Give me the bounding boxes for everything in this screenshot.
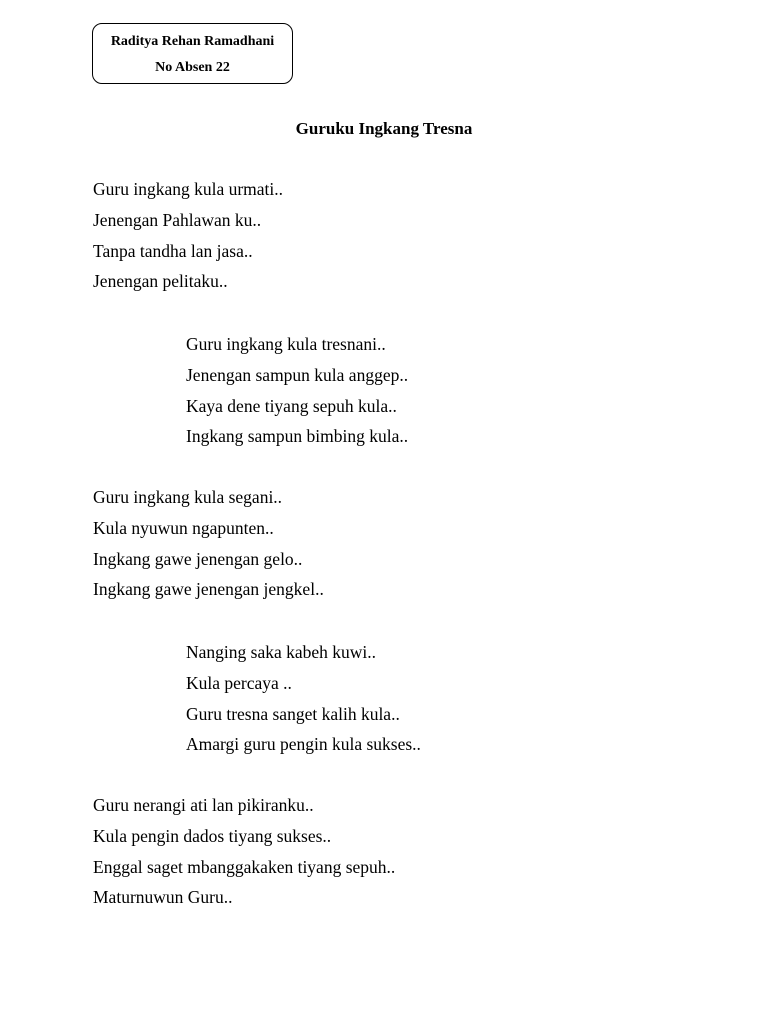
poem-line: Nanging saka kabeh kuwi.. [186,642,377,662]
stanza-5 [93,794,395,917]
poem-line: Ingkang gawe jenengan gelo.. [93,548,303,569]
poem-line: Ingkang sampun bimbing kula.. [186,426,409,447]
poem-line: Kaya dene tiyang sepuh kula.. [186,395,397,416]
stanza-2 [186,333,408,456]
poem-line: Kula nyuwun ngapunten.. [93,517,274,538]
stanza-1 [93,178,283,301]
poem-line: Guru ingkang kula tresnani.. [186,334,386,354]
name-box [92,23,293,84]
poem-line: Guru tresna sanget kalih kula.. [186,703,400,724]
stanza-4 [186,641,421,764]
poem-line: Ingkang gawe jenengan jengkel.. [93,579,324,600]
stanza-3 [93,486,324,609]
poem-line: Guru ingkang kula urmati.. [93,179,284,199]
poem-line: Guru nerangi ati lan pikiranku.. [93,795,314,815]
student-name: Raditya Rehan Ramadhani [110,34,275,49]
poem-line: Jenengan pelitaku.. [93,271,228,292]
poem-line: Amargi guru pengin kula sukses.. [186,734,421,755]
poem-line: Jenengan Pahlawan ku.. [93,209,262,230]
poem-title: Guruku Ingkang Tresna [295,119,473,138]
poem-line: Enggal saget mbanggakaken tiyang sepuh.. [93,856,396,877]
poem-line: Kula pengin dados tiyang sukses.. [93,825,332,846]
poem-line: Jenengan sampun kula anggep.. [186,364,409,385]
poem-line: Guru ingkang kula segani.. [93,487,283,507]
poem-line: Maturnuwun Guru.. [93,887,233,908]
student-number: No Absen 22 [155,60,230,75]
poem-line: Kula percaya .. [186,672,292,693]
poem-line: Tanpa tandha lan jasa.. [93,240,253,261]
